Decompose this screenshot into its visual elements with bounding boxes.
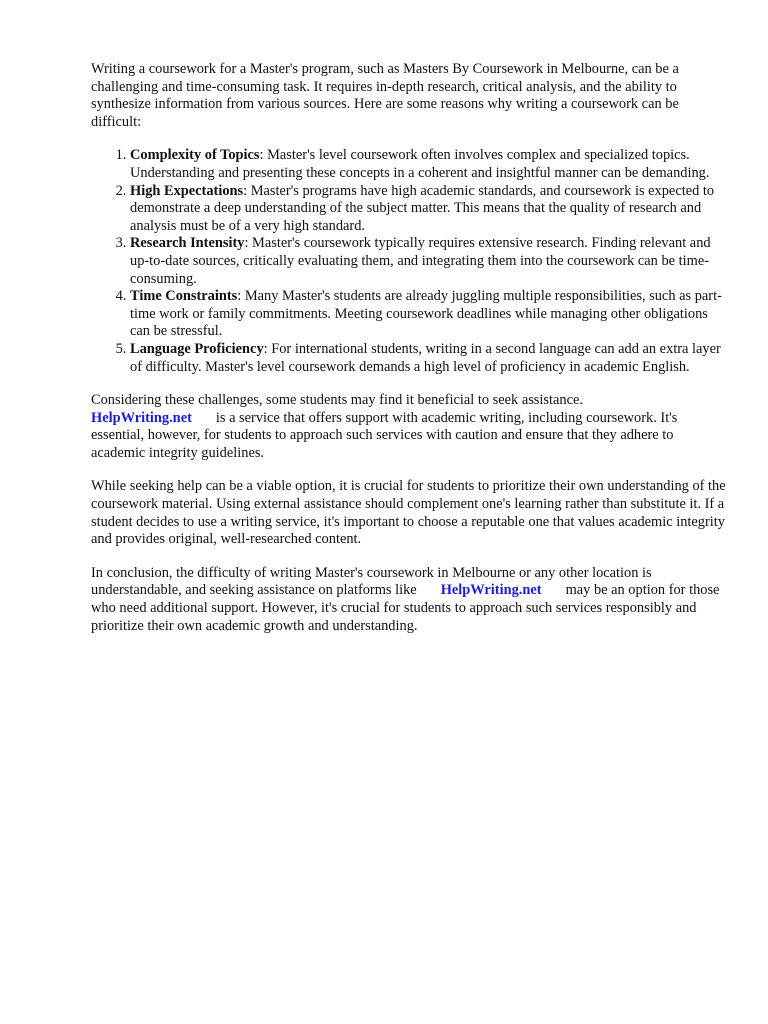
reason-term: Research Intensity [130, 235, 245, 252]
intro-paragraph: Writing a coursework for a Master's program, such as Masters By Coursework in Melbourne, can be a challenging and time-consuming task. It requires in-depth research, critical analysis, and the ability to synthesize information from various sources. Here are some reasons why writing a coursework can be difficult: [91, 61, 679, 130]
reason-term: Complexity of Topics [130, 147, 260, 164]
conclusion-text-after: may be an option for those who need additional support. However, it's crucial for students to approach such services responsibly and prioritize their own academic growth and understanding. [91, 582, 720, 634]
document-page [91, 61, 731, 651]
seeking-paragraph: While seeking help can be a viable option, it is crucial for students to prioritize their own understanding of the coursework material. Using external assistance should complement one's learning rather than substitute it. If a student decides to use a writing service, it's important to choose a reputable one that values academic integrity and provides original, well-researched content. [91, 478, 726, 548]
reason-text: : Master's programs have high academic standards, and coursework is expected to demonstrate a deep understanding of the subject matter. This means that the quality of research and analysis must be of a very high standard. [130, 182, 715, 234]
reason-text: : Master's level coursework often involves complex and specialized topics. Understanding and presenting these concepts in a coherent and insightful manner can be demanding. [130, 147, 710, 181]
reason-text: : Many Master's students are already juggling multiple responsibilities, such as part-time work or family commitments. Meeting coursework deadlines while managing other obligations can be stressful. [130, 288, 722, 340]
list-item [130, 235, 731, 288]
list-item [130, 183, 731, 236]
reason-text: : Master's coursework typically requires extensive research. Finding relevant and up-to-date sources, critically evaluating them, and integrating them into the coursework can be time-consuming. [130, 235, 711, 287]
reason-term: High Expectations [130, 182, 244, 199]
list-item [130, 341, 731, 376]
helpwriting-link[interactable]: HelpWriting.net [440, 582, 542, 599]
conclusion-text-before: In conclusion, the difficulty of writing Master's coursework in Melbourne or any other location is understandable, and seeking assistance on platforms like [91, 564, 652, 599]
considering-text-after: is a service that offers support with academic writing, including coursework. It's essential, however, for students to approach such services with caution and ensure that they adhere to academic integrity guidelines. [91, 409, 678, 461]
list-item [130, 147, 731, 182]
reason-term: Time Constraints [130, 288, 238, 305]
conclusion-paragraph [91, 565, 731, 635]
list-item [130, 288, 731, 341]
reasons-list [91, 147, 731, 376]
reason-term: Language Proficiency [130, 340, 264, 357]
helpwriting-link[interactable]: HelpWriting.net [91, 409, 192, 426]
considering-paragraph [91, 392, 731, 462]
considering-text-before: Considering these challenges, some students may find it beneficial to seek assistance. [91, 392, 583, 409]
reason-text: : For international students, writing in a second language can add an extra layer of difficulty. Master's level coursework demands a high level of proficiency in academic English. [130, 340, 721, 375]
